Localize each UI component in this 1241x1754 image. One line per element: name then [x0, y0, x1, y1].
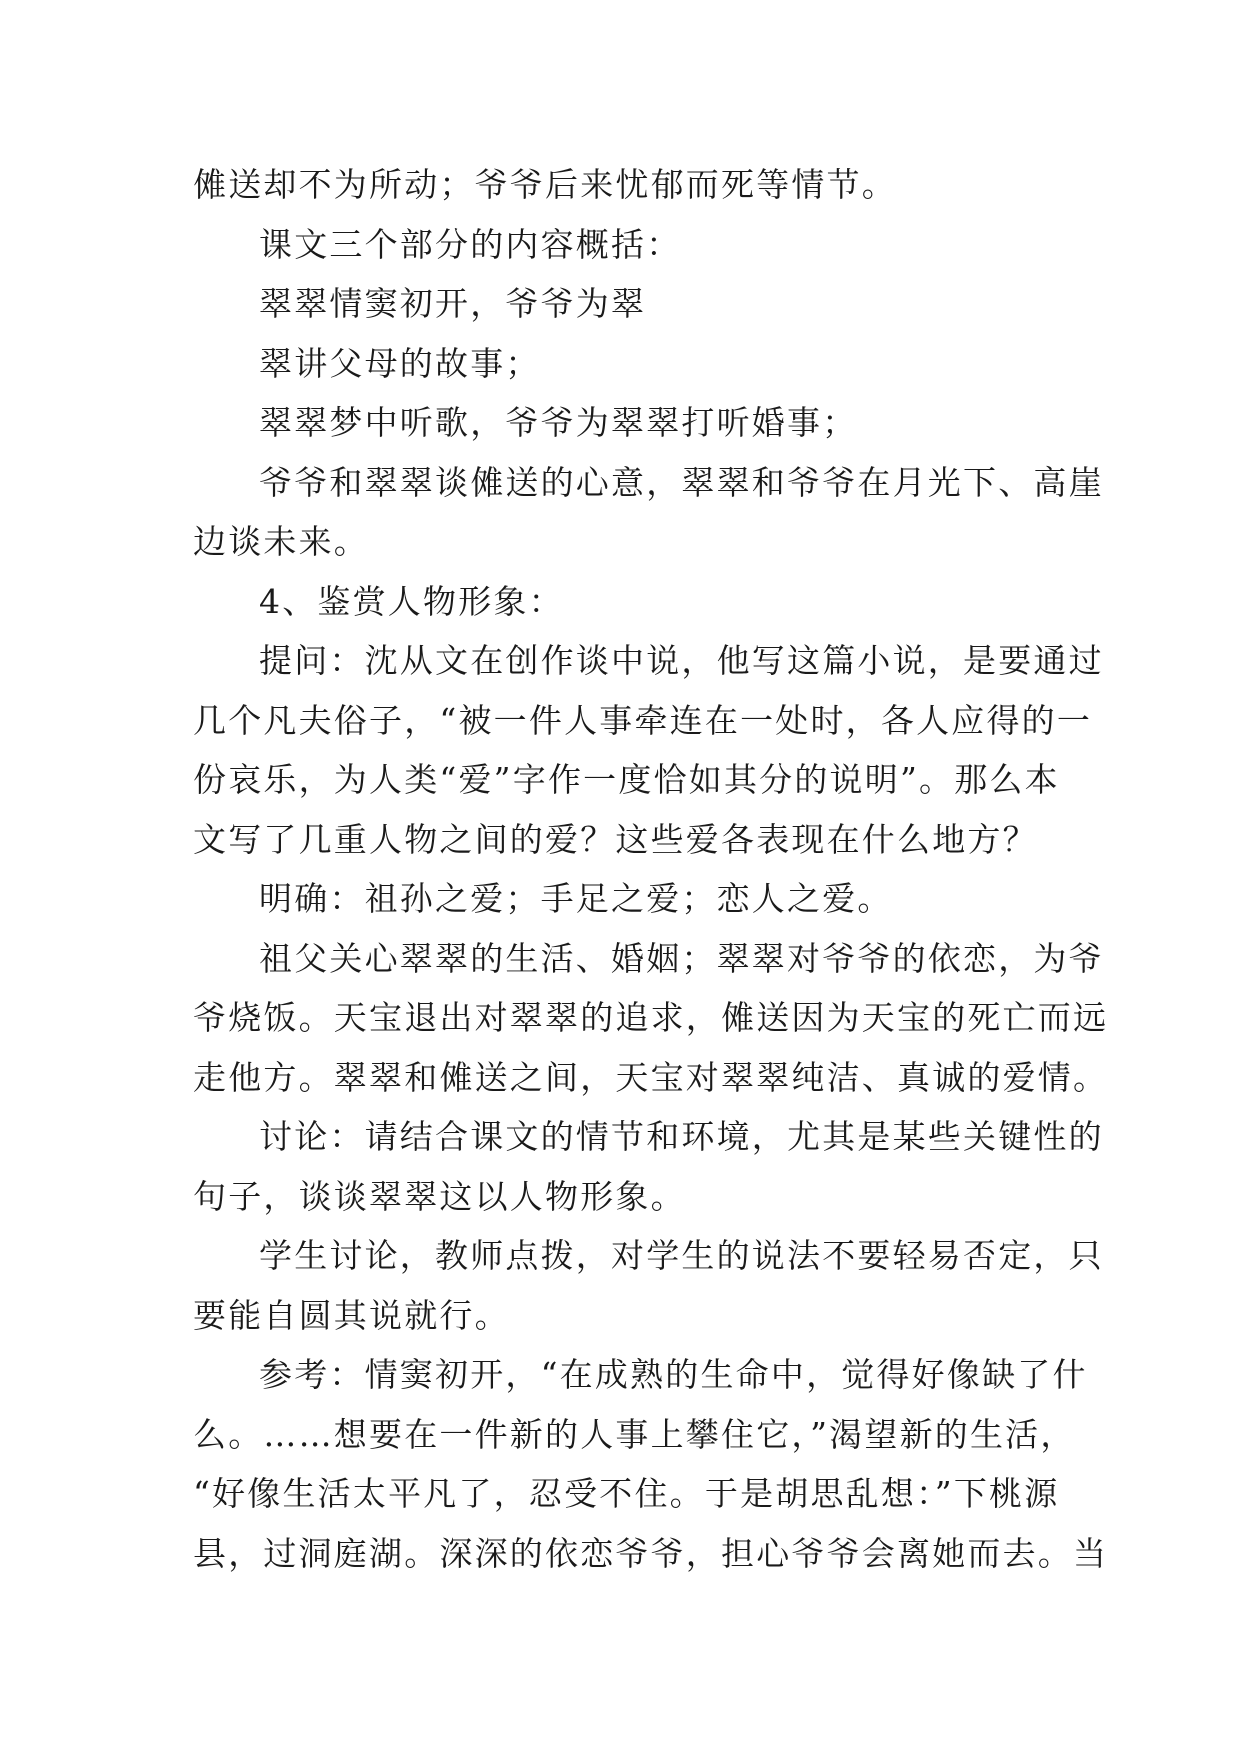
text-line: 课文三个部分的内容概括： — [259, 224, 682, 264]
body-text — [193, 155, 1109, 1583]
text-line: 提问：沈从文在创作谈中说，他写这篇小说，是要通过 — [259, 641, 1104, 680]
section-heading: 4、鉴赏人物形象： — [259, 581, 564, 621]
text-line: 走他方。翠翠和傩送之间，天宝对翠翠纯洁、真诚的爱情。 — [193, 1057, 1109, 1097]
text-line: 句子，谈谈翠翠这以人物形象。 — [193, 1176, 686, 1216]
text-line: 学生讨论，教师点拨，对学生的说法不要轻易否定，只 — [259, 1236, 1104, 1275]
text-line: 讨论：请结合课文的情节和环境，尤其是某些关键性的 — [259, 1117, 1104, 1156]
text-line: “好像生活太平凡了，忍受不住。于是胡思乱想：”下桃源 — [193, 1474, 1060, 1513]
text-line: 边谈未来。 — [193, 522, 369, 561]
text-line: 翠讲父母的故事； — [259, 343, 541, 383]
text-line: 要能自圆其说就行。 — [193, 1295, 510, 1335]
text-line: 份哀乐，为人类“爱”字作一度恰如其分的说明”。那么本 — [193, 760, 1060, 799]
text-line: 文写了几重人物之间的爱？这些爱各表现在什么地方？ — [193, 819, 1038, 859]
text-line: 翠翠梦中听歌，爷爷为翠翠打听婚事； — [259, 403, 858, 442]
text-line: 明确：祖孙之爱；手足之爱；恋人之爱。 — [259, 879, 893, 918]
text-line: 翠翠情窦初开，爷爷为翠 — [259, 284, 647, 323]
text-line: 爷爷和翠翠谈傩送的心意，翠翠和爷爷在月光下、高崖 — [259, 462, 1104, 502]
text-line: 傩送却不为所动；爷爷后来忧郁而死等情节。 — [193, 165, 897, 204]
text-line: 祖父关心翠翠的生活、婚姻；翠翠对爷爷的依恋，为爷 — [259, 938, 1104, 978]
text-line: 县，过洞庭湖。深深的依恋爷爷，担心爷爷会离她而去。当 — [193, 1533, 1109, 1573]
text-line: 爷烧饭。天宝退出对翠翠的追求，傩送因为天宝的死亡而远 — [193, 998, 1109, 1037]
text-line: 参考：情窦初开，“在成熟的生命中，觉得好像缺了什 — [259, 1355, 1088, 1394]
text-line: 几个凡夫俗子，“被一件人事牵连在一处时，各人应得的一 — [193, 700, 1093, 740]
text-line: 么。……想要在一件新的人事上攀住它，”渴望新的生活， — [193, 1414, 1076, 1454]
